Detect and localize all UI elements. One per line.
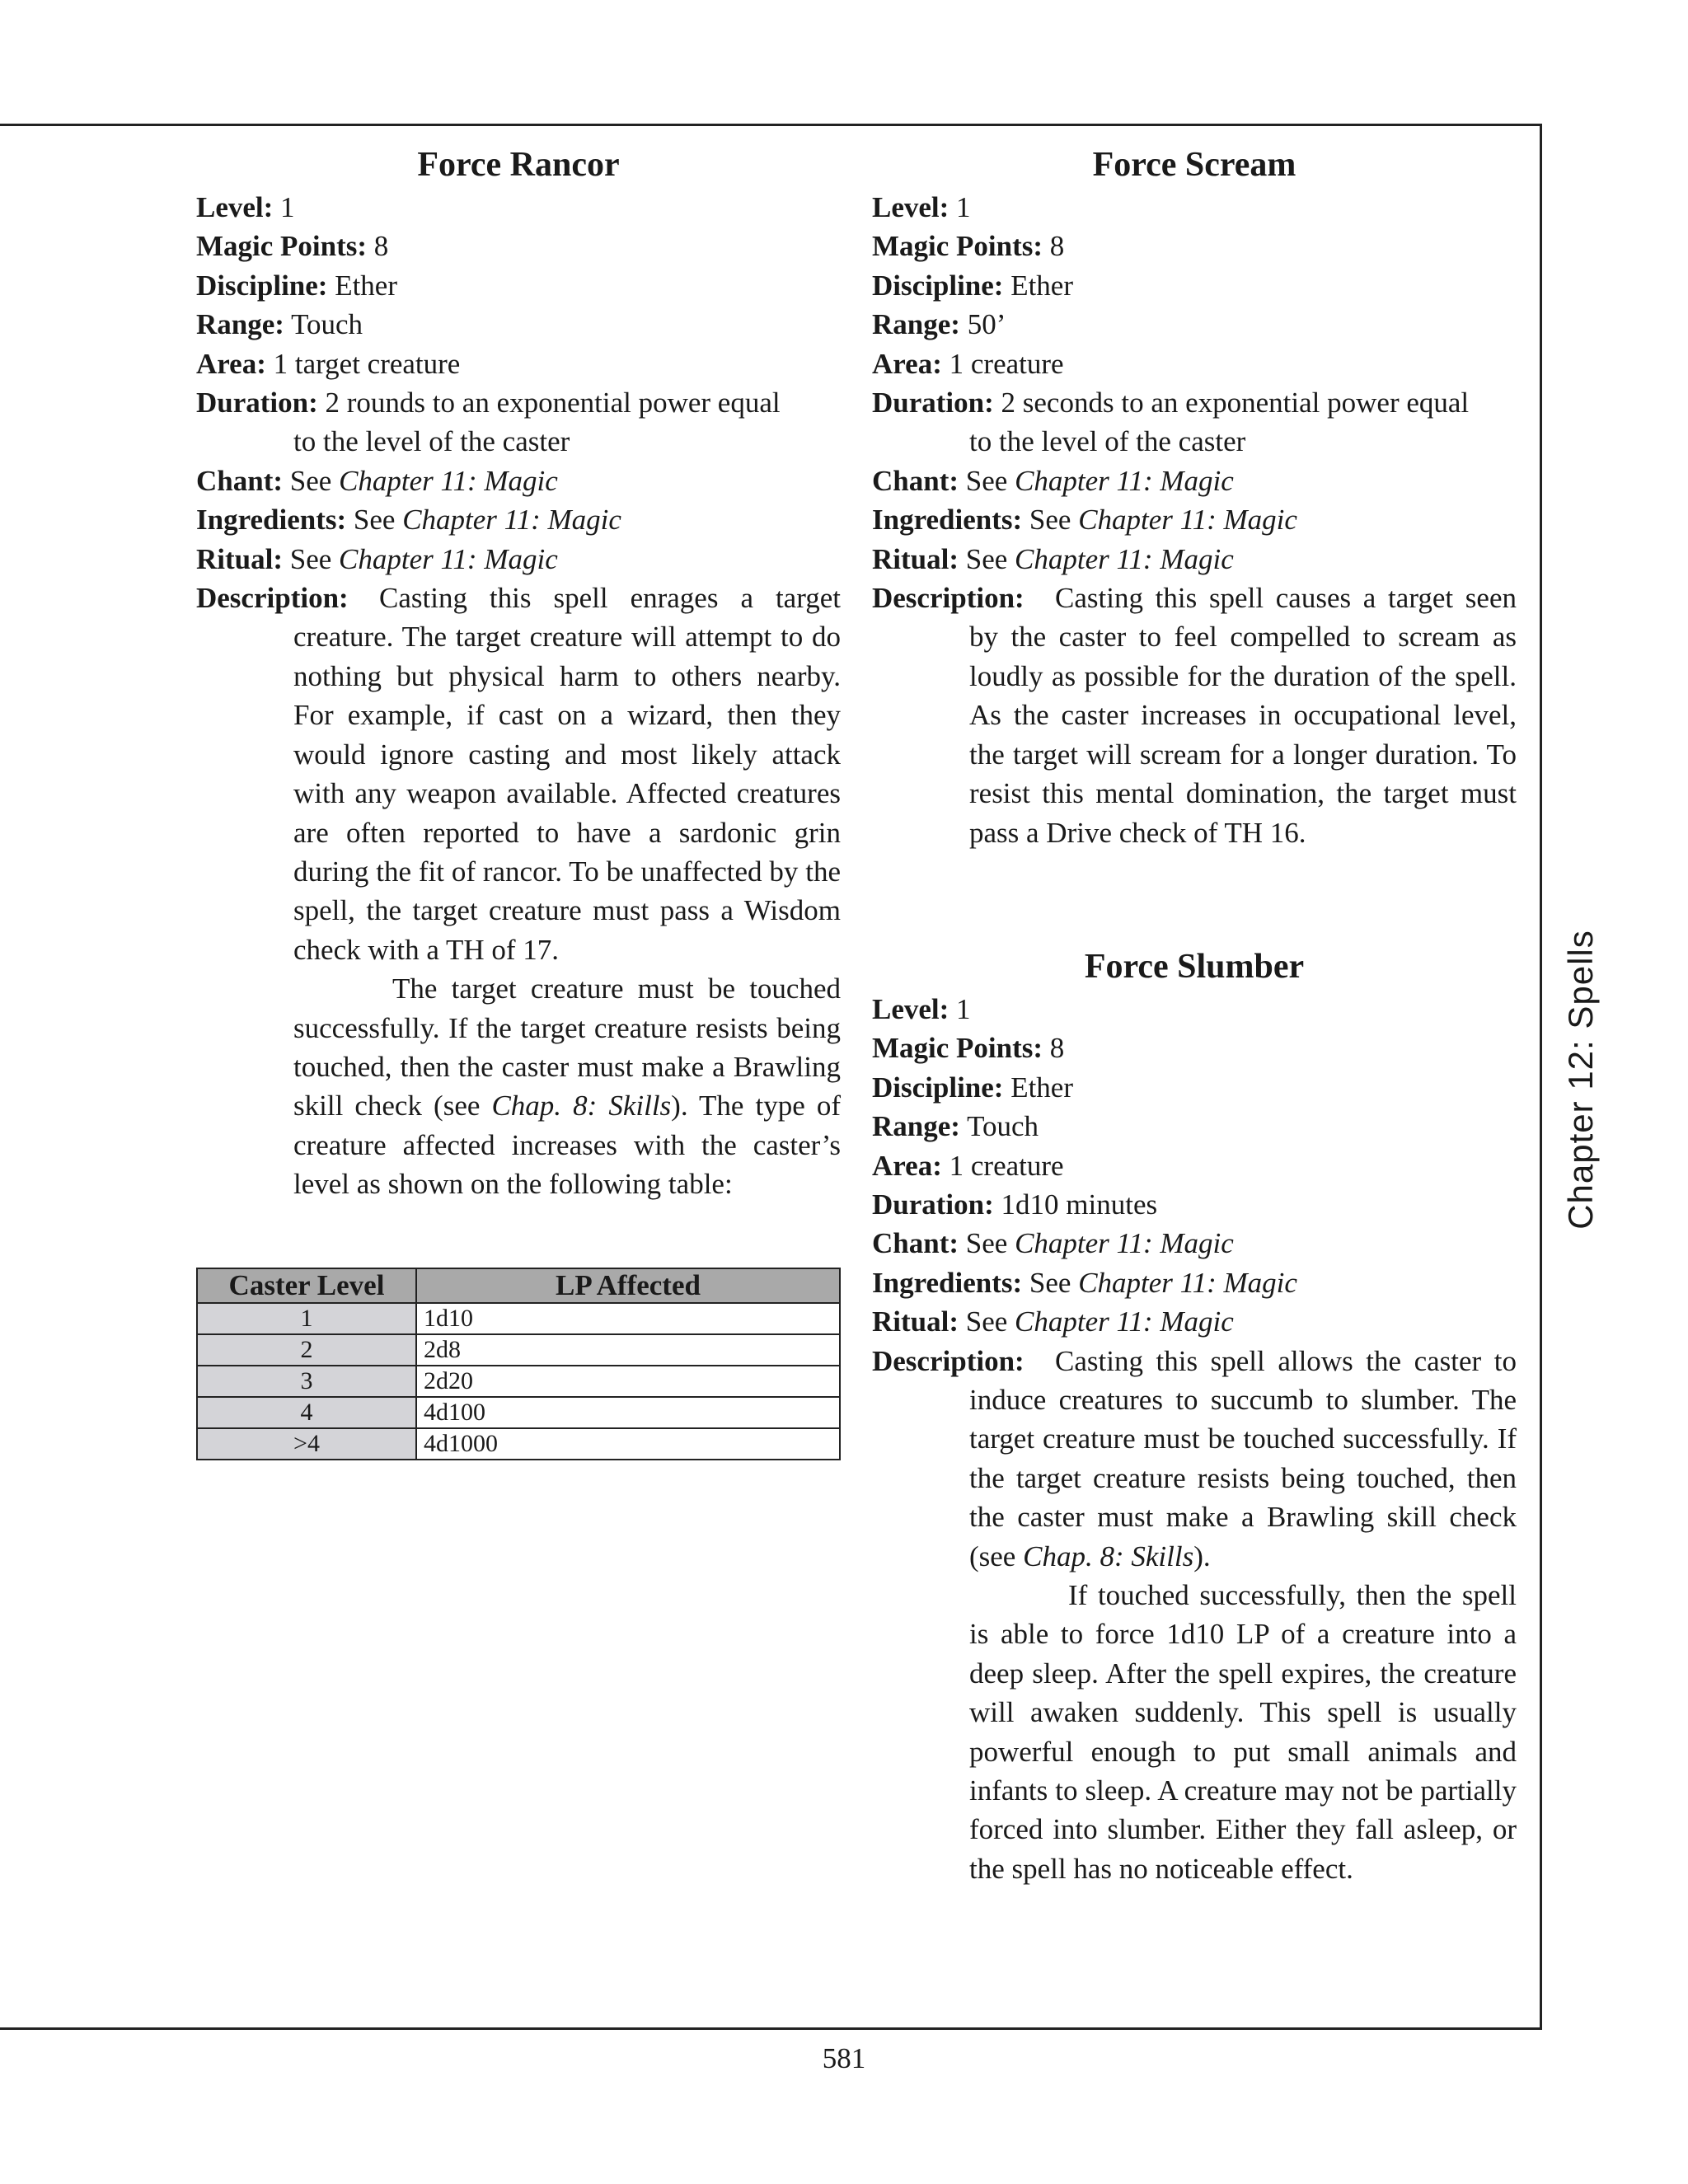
ingredients-line: Ingredients: See Chapter 11: Magic <box>196 504 621 537</box>
table-cell: 4d1000 <box>416 1428 840 1460</box>
spell-force-rancor <box>196 143 841 1204</box>
chapter-side-label: Chapter 12: Spells <box>1561 930 1600 1230</box>
spell-title: Force Scream <box>1092 146 1296 184</box>
table-cell: 2 <box>197 1334 416 1366</box>
area-line: Area: 1 target creature <box>196 347 461 380</box>
description-paragraph: Casting this spell allows the caster to induce creatures to succumb to slumber. The target creature must be touched successfully. If the target creature resists being touched, then the caster must make a Brawling skill check (see Chap. 8: Skills). <box>969 1344 1517 1572</box>
description-label: Description: <box>872 582 1025 615</box>
ingredients-line: Ingredients: See Chapter 11: Magic <box>872 504 1297 537</box>
lp-affected-table <box>196 1268 841 1460</box>
ritual-line: Ritual: See Chapter 11: Magic <box>872 542 1234 575</box>
ingredients-line: Ingredients: See Chapter 11: Magic <box>872 1266 1297 1299</box>
level-line: Level: 1 <box>872 191 971 223</box>
magic-points-line: Magic Points: 8 <box>196 230 389 263</box>
magic-points-line: Magic Points: 8 <box>872 230 1065 263</box>
description-paragraph: The target creature must be touched successfully. If the target creature resists being touched, then the caster must make a Brawling skill check (see Chap. 8: Skills). The type of creature affected increases with the caster’s level as shown on the following table: <box>293 972 841 1201</box>
description-paragraph: Casting this spell enrages a target creature. The target creature will attempt to do nothing but physical harm to others nearby. For example, if cast on a wizard, then they would ignore casting and most likely attack with any weapon available. Affected creatures are often reported to have a sardonic grin during the fit of rancor. To be unaffected by the spell, the target creature must pass a Wisdom check with a TH of 17. <box>293 582 841 966</box>
page-number: 581 <box>822 2042 866 2074</box>
spell-title: Force Slumber <box>1084 947 1305 986</box>
area-line: Area: 1 creature <box>872 347 1064 380</box>
duration-line-cont: to the level of the caster <box>969 425 1246 458</box>
right-column <box>872 143 1517 1888</box>
chant-line: Chant: See Chapter 11: Magic <box>872 464 1234 497</box>
spell-force-scream <box>872 143 1517 852</box>
description-body <box>196 579 841 1204</box>
duration-line: Duration: 2 rounds to an exponential power equal <box>196 387 781 419</box>
table-cell: 4d100 <box>416 1397 840 1428</box>
duration-line: Duration: 1d10 minutes <box>872 1188 1158 1221</box>
duration-line: Duration: 2 seconds to an exponential power equal <box>872 387 1470 419</box>
discipline-line: Discipline: Ether <box>872 269 1073 302</box>
chant-line: Chant: See Chapter 11: Magic <box>872 1227 1234 1260</box>
table-header-row <box>197 1268 840 1303</box>
description-body <box>872 1342 1517 1889</box>
range-line: Range: Touch <box>872 1110 1039 1143</box>
level-line: Level: 1 <box>196 191 295 223</box>
description-body <box>872 579 1517 852</box>
description-label: Description: <box>196 582 349 615</box>
table-cell: 2d20 <box>416 1366 840 1397</box>
discipline-line: Discipline: Ether <box>872 1071 1073 1104</box>
chant-line: Chant: See Chapter 11: Magic <box>196 464 558 497</box>
spell-force-slumber <box>872 945 1517 1888</box>
table-row <box>197 1334 840 1366</box>
spell-title: Force Rancor <box>417 146 620 184</box>
table-row <box>197 1397 840 1428</box>
table-cell: >4 <box>197 1428 416 1460</box>
discipline-line: Discipline: Ether <box>196 269 397 302</box>
range-line: Range: Touch <box>196 308 363 341</box>
area-line: Area: 1 creature <box>872 1149 1064 1182</box>
table-cell: 3 <box>197 1366 416 1397</box>
page-frame-bottom <box>0 2027 1542 2030</box>
level-line: Level: 1 <box>872 992 971 1025</box>
magic-points-line: Magic Points: 8 <box>872 1032 1065 1065</box>
table-cell: 4 <box>197 1397 416 1428</box>
duration-line-cont: to the level of the caster <box>293 425 570 458</box>
table-header-lp-affected: LP Affected <box>416 1268 840 1303</box>
table-row <box>197 1428 840 1460</box>
description-label: Description: <box>872 1344 1025 1377</box>
table-row <box>197 1366 840 1397</box>
table-header-caster-level: Caster Level <box>197 1268 416 1303</box>
description-paragraph: If touched successfully, then the spell is able to force 1d10 LP of a creature into a deep sleep. After the spell expires, the creature will awaken suddenly. This spell is usually powerful enough to put small animals and infants to sleep. A creature may not be partially forced into slumber. Either they fall asleep, or the spell has no noticeable effect. <box>969 1579 1517 1885</box>
page-frame-right <box>1540 124 1542 2029</box>
page-frame-top <box>0 124 1541 126</box>
range-line: Range: 50’ <box>872 308 1006 341</box>
description-paragraph: Casting this spell causes a target seen by the caster to feel compelled to scream as loudly as possible for the duration of the spell. As the caster increases in occupational level, the target will scream for a longer duration. To resist this mental domination, the target must pass a Drive check of TH 16. <box>969 582 1517 849</box>
table-cell: 2d8 <box>416 1334 840 1366</box>
table-row <box>197 1303 840 1334</box>
table-cell: 1 <box>197 1303 416 1334</box>
ritual-line: Ritual: See Chapter 11: Magic <box>196 542 558 575</box>
table-cell: 1d10 <box>416 1303 840 1334</box>
ritual-line: Ritual: See Chapter 11: Magic <box>872 1305 1234 1338</box>
